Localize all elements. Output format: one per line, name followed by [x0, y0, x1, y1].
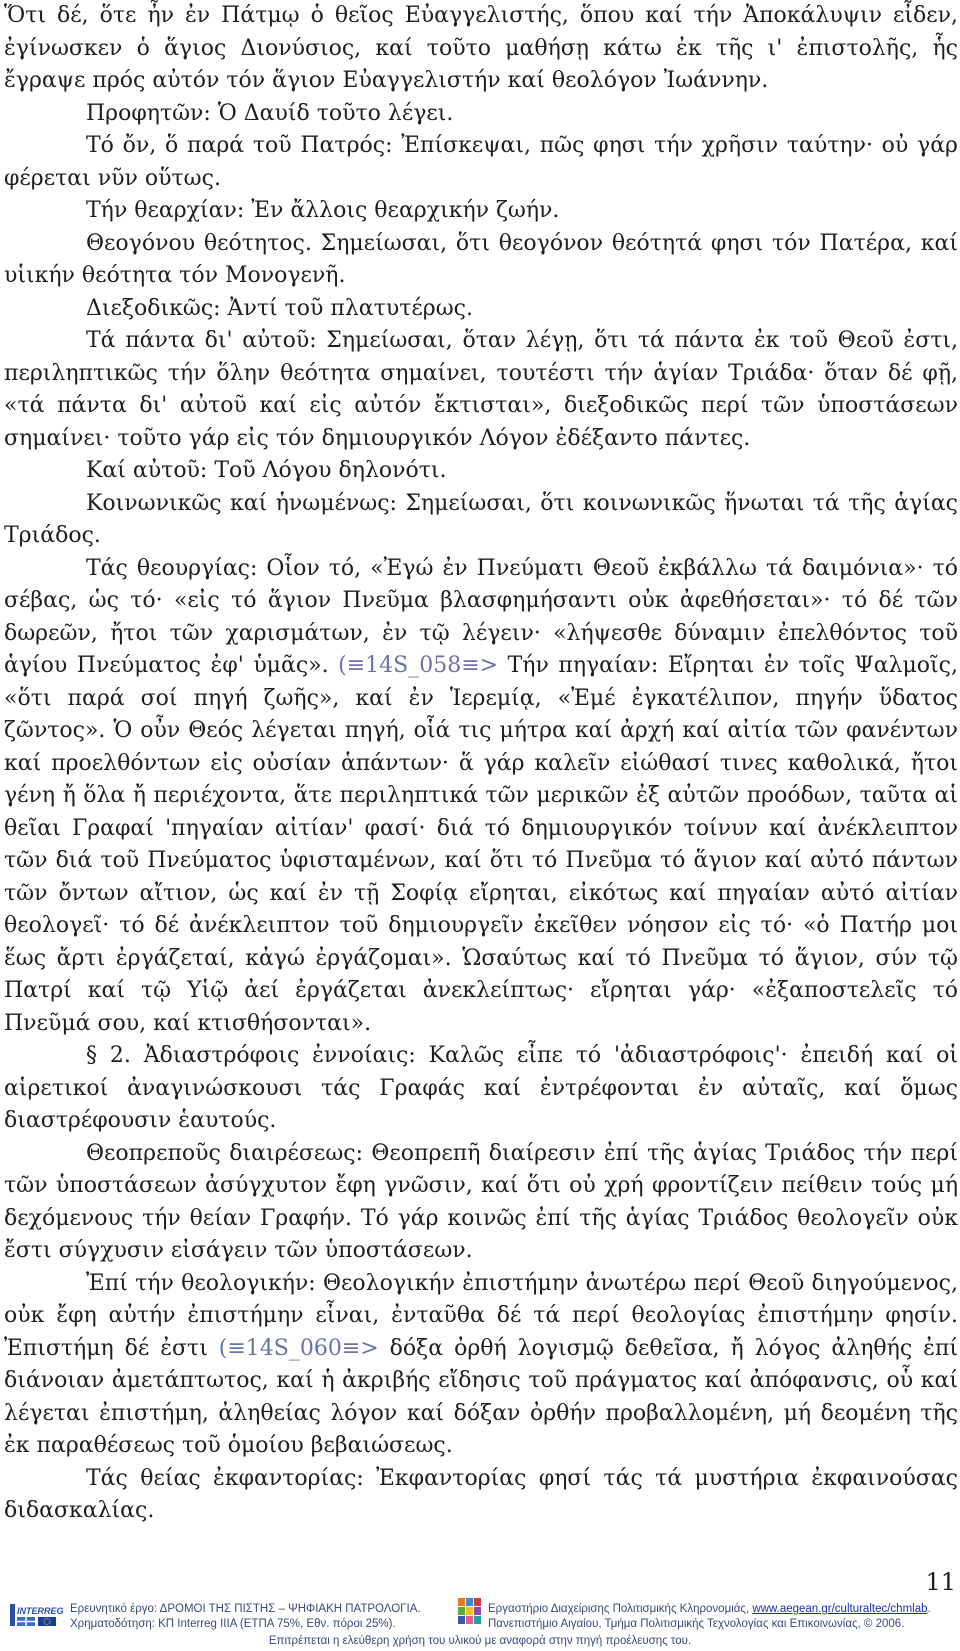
footer-university-line: Πανεπιστήμιο Αιγαίου, Τμήμα Πολιτισμικής Τεχνολογίας και Επικοινωνίας, © 2006.	[488, 1618, 905, 1630]
interreg-logo-text: INTERREG	[17, 1606, 64, 1616]
paragraph-text: Τάς θείας ἐκφαντορίας: Ἐκφαντορίας φησί τάς τά μυστήρια ἐκφαινούσας διδασκαλίας.	[4, 1465, 958, 1523]
document-body	[4, 0, 958, 1528]
footer-funding-line: Χρηματοδότηση: ΚΠ Interreg IIIA (ΕΤΠΑ 75%, Εθν. πόροι 25%).	[70, 1618, 396, 1630]
footer-lab-link[interactable]: www.aegean.gr/culturaltec/chmlab	[752, 1603, 928, 1615]
paragraph	[4, 98, 958, 131]
paragraph	[4, 1040, 958, 1138]
paragraph	[4, 325, 958, 455]
footer-lab-line	[488, 1602, 931, 1617]
paragraph	[4, 0, 958, 98]
paragraph-text: Κοινωνικῶς καί ἡνωμένως: Σημείωσαι, ὅτι κοινωνικῶς ἥνωται τά τῆς ἁγίας Τριάδος.	[4, 490, 958, 548]
paragraph-text: Ἐπί τήν θεολογικήν: Θεολογικήν ἐπιστήμην ἀνωτέρω περί Θεοῦ διηγούμενος, οὐκ ἔφη αὐτήν ἐπιστήμην εἶναι, ἐνταῦθα δέ τά περί θεολογίας ἐπιστήμην φησίν. Ἐπιστήμη δέ ἐστι	[4, 1270, 958, 1361]
paragraph-text: Τά πάντα δι' αὐτοῦ: Σημείωσαι, ὅταν λέγῃ, ὅτι τά πάντα ἐκ τοῦ Θεοῦ ἐστι, περιληπτικῶς τήν ὅλην θεότητα σημαίνει, τουτέστι τήν ἁγίαν Τριάδα· ὅταν δέ φῇ, «τά πάντα δι' αὐτοῦ καί εἰς αὐτόν ἔκτισται», διεξοδικῶς περί τῶν ὑποστάσεων σημαίνει· τοῦτο γάρ εἰς τόν δημιουργικόν Λόγον ἐδέξαντο πάντες.	[4, 328, 958, 451]
paragraph-text: Προφητῶν: Ὁ Δαυίδ τοῦτο λέγει.	[86, 100, 454, 126]
page-marker: (≡14S_060≡>	[218, 1335, 379, 1361]
paragraph-text: Θεοπρεποῦς διαιρέσεως: Θεοπρεπῆ διαίρεσιν ἐπί τῆς ἁγίας Τριάδος τήν περί τῶν ὑποστάσεων ἀσύγχυτον ἔφη γνῶσιν, καί ὅτι οὐ χρή φροντίζειν πείθειν τούς μή δεχόμενους τήν θείαν Γραφήν. Τό γάρ κοινῶς ἐπί τῆς ἁγίας Τριάδος θεολογεῖν οὐκ ἔστι σύγχυσιν εἰσάγειν τῶν ὑποστάσεων.	[4, 1140, 958, 1263]
paragraph	[4, 130, 958, 195]
paragraph-text: Καί αὐτοῦ: Τοῦ Λόγου δηλονότι.	[86, 458, 447, 483]
paragraph	[4, 195, 958, 228]
footer-license: Επιτρέπεται η ελεύθερη χρήση του υλικού με αναφορά στην πηγή προέλευσης του.	[268, 1635, 692, 1647]
footer-lab-name: Εργαστήριο Διαχείρισης Πολιτισμικής Κληρονομιάς,	[488, 1603, 753, 1615]
footer-lab-info	[488, 1602, 931, 1632]
paragraph-text: δόξα ὀρθή λογισμῷ δεθεῖσα, ἤ λόγος ἀληθής ἐπί διάνοιαν ἀμετάπτωτος, καί ἡ ἀκριβής εἴδησις τοῦ πράγματος καί ἀπόφανσις, οὗ καί λέγεται ἐπιστήμη, ἀληθείας λόγον καί δόξαν ὀρθήν προβαλλομένη, μή δεομένη τῆς ἐκ παραθέσεως τοῦ ὁμοίου βεβαιώσεως.	[4, 1335, 958, 1458]
paragraph-text: Τάς θεουργίας: Οἷον τό, «Ἐγώ ἐν Πνεύματι Θεοῦ ἐκβάλλω τά δαιμόνια»· τό σέβας, ὡς τό· «εἰς τό ἅγιον Πνεῦμα βλασφημήσαντι οὐκ ἀφεθήσεται»· τό δέ τῶν δωρεῶν, ἤτοι τῶν χαρισμάτων, ἐν τῷ λέγειν· «λήψεσθε δύναμιν ἐπελθόντος τοῦ ἁγίου Πνεύματος ἐφ' ὑμᾶς».	[4, 555, 958, 678]
paragraph	[4, 455, 958, 488]
footer-lab-suffix: .	[927, 1603, 931, 1615]
paragraph	[4, 1268, 958, 1463]
paragraph-text: Θεογόνου θεότητος. Σημείωσαι, ὅτι θεογόνον θεότητά φησι τόν Πατέρα, καί υἱικήν θεότητα τόν Μονογενῆ.	[4, 230, 958, 288]
page-marker: (≡14S_058≡>	[338, 653, 499, 678]
paragraph-text: Τό ὄν, ὅ παρά τοῦ Πατρός: Ἐπίσκεψαι, πῶς φησι τήν χρῆσιν ταύτην· οὐ γάρ φέρεται νῦν οὕτως.	[4, 133, 958, 191]
interreg-logo	[10, 1602, 64, 1628]
paragraph-text: § 2. Ἀδιαστρόφοις ἐννοίαις: Καλῶς εἶπε τό 'ἀδιαστρόφοις'· ἐπειδή καί οἱ αἱρετικοί ἀναγινώσκουσι τάς Γραφάς καί ἐντρέφονται ἐν αὐταῖς, καί ὅμως διαστρέφουσιν ἑαυτούς.	[4, 1043, 958, 1133]
footer-project-line: Ερευνητικό έργο: ΔΡΟΜΟΙ ΤΗΣ ΠΙΣΤΗΣ – ΨΗΦΙΑΚΗ ΠΑΤΡΟΛΟΓΙΑ.	[70, 1603, 421, 1615]
page-number: 11	[925, 1568, 956, 1596]
page-footer	[0, 1598, 960, 1651]
paragraph	[4, 1138, 958, 1268]
paragraph-text: Τήν θεαρχίαν: Ἐν ἄλλοις θεαρχικήν ζωήν.	[86, 198, 560, 223]
paragraph	[4, 293, 958, 326]
paragraph-text: Διεξοδικῶς: Ἀντί τοῦ πλατυτέρως.	[86, 295, 473, 321]
lab-logo	[458, 1598, 482, 1624]
paragraph-text: Ὅτι δέ, ὅτε ἦν ἐν Πάτμῳ ὁ θεῖος Εὐαγγελιστής, ὅπου καί τήν Ἀποκάλυψιν εἶδεν, ἐγίνωσκεν ὁ ἅγιος Διονύσιος, καί τοῦτο μαθήσῃ κάτω ἐκ τῆς ι' ἐπιστολῆς, ἧς ἔγραψε πρός αὐτόν τόν ἅγιον Εὐαγγελιστήν καί θεολόγον Ἰωάννην.	[4, 3, 958, 93]
paragraph	[4, 553, 958, 1041]
paragraph	[4, 228, 958, 293]
paragraph	[4, 1463, 958, 1528]
paragraph-text: Τήν πηγαίαν: Εἴρηται ἐν τοῖς Ψαλμοῖς, «ὅτι παρά σοί πηγή ζωῆς», καί ἐν Ἱερεμίᾳ, «Ἐμέ ἐγκατέλιπον, πηγήν ὕδατος ζῶντος». Ὁ οὖν Θεός λέγεται πηγή, οἷά τις μήτρα καί ἀρχή καί αἰτία τῶν φανέντων καί προελθόντων εἰς οὐσίαν ἁπάντων· ἅ γάρ καλεῖν εἰώθασί τινες καθολικά, ἤτοι γένη ἤ ὅλα ἤ περιέχοντα, ἅτε περιληπτικά τῶν μερικῶν ἐξ αὐτῶν προόδων, ταῦτα αἱ θεῖαι Γραφαί 'πηγαίαν αἰτίαν' φασί· διά τό δημιουργικόν τοίνυν καί ἀνέκλειπτον τῶν διά τοῦ Πνεύματος ὑφισταμένων, καί ὅτι τό Πνεῦμα τό ἅγιον καί αὐτό πάντων τῶν ὄντων αἴτιον, ὡς καί ἐν τῇ Σοφίᾳ εἴρηται, εἰκότως καί πηγαίαν αὐτό αἰτίαν θεολογεῖ· τό δέ ἀνέκλειπτον τοῦ δημιουργεῖν ἐκεῖθεν νόησον εἰς τό· «ὁ Πατήρ μοι ἕως ἄρτι ἐργάζεταί, κἀγώ ἐργάζομαι». Ὡσαύτως καί τό Πνεῦμα τό ἅγιον, σύν τῷ Πατρί καί τῷ Υἱῷ ἀεί ἐργάζεται ἀνεκλείπτως· εἴρηται γάρ· «ἐξαποστελεῖς τό Πνεῦμά σου, καί κτισθήσονται».	[4, 653, 958, 1036]
footer-project-info	[70, 1602, 421, 1632]
paragraph	[4, 488, 958, 553]
